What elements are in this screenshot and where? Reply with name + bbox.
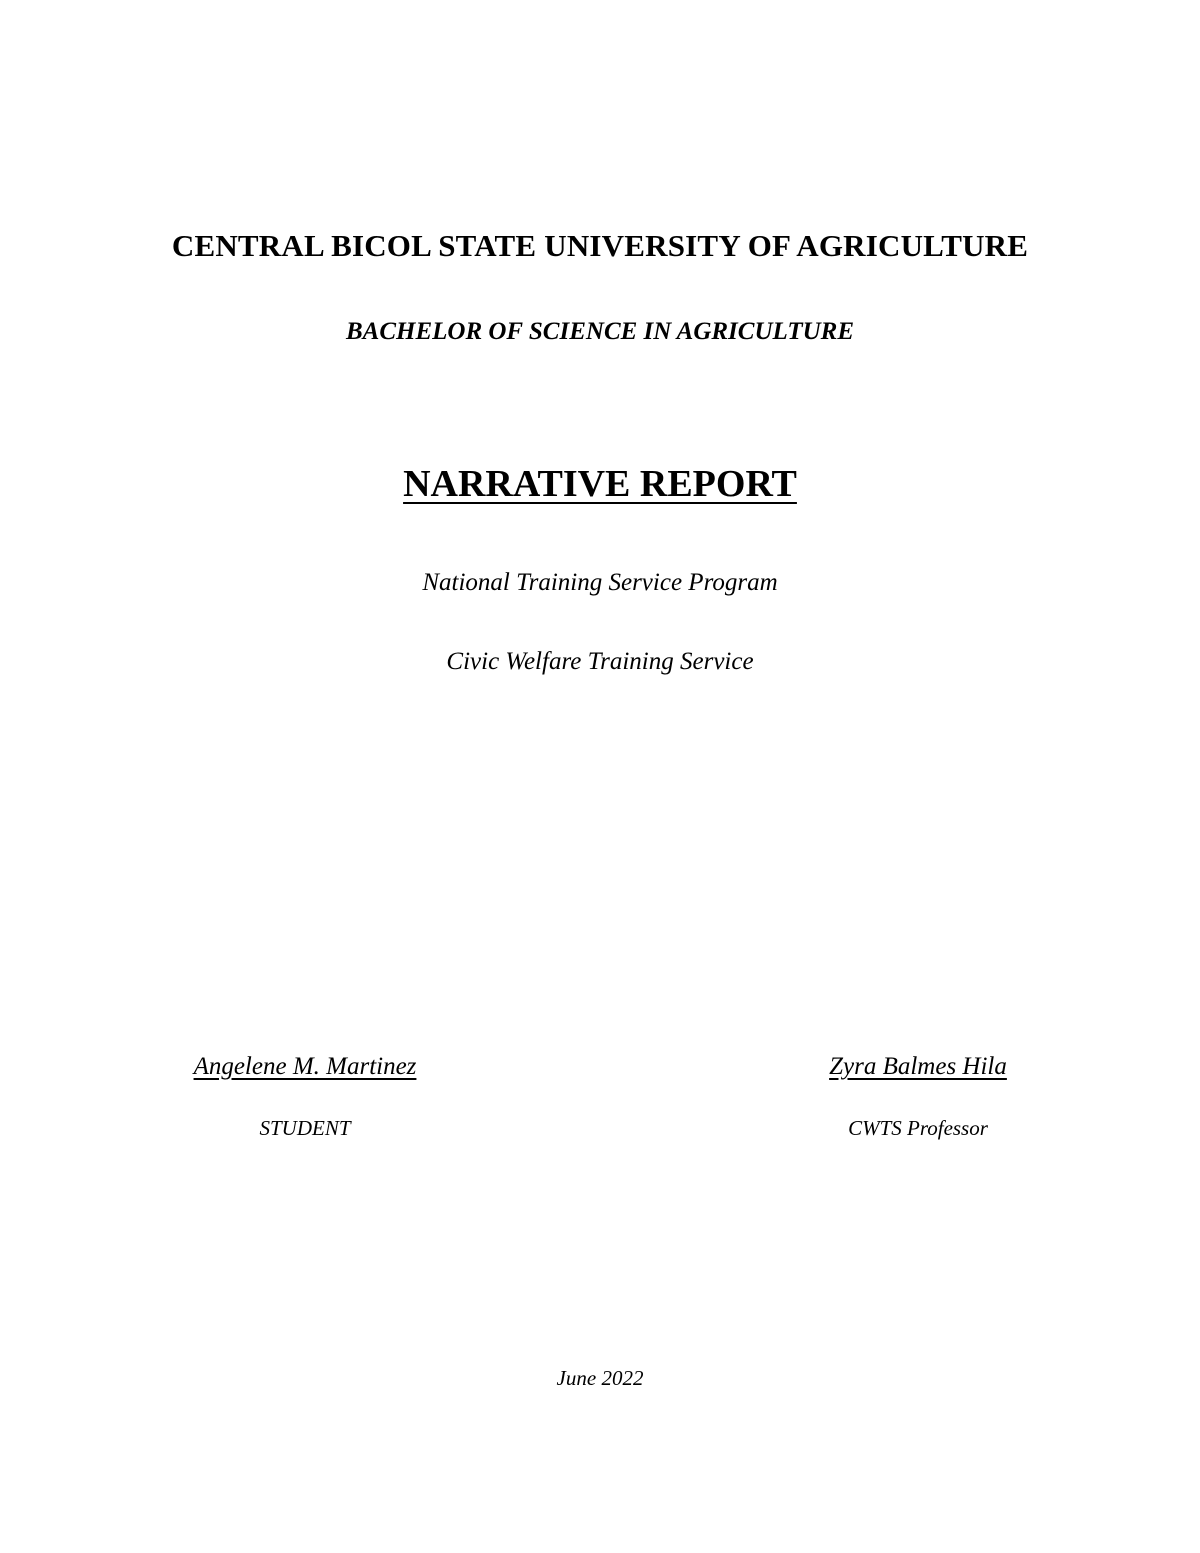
- report-title: NARRATIVE REPORT: [403, 463, 797, 505]
- degree-program: BACHELOR OF SCIENCE IN AGRICULTURE: [345, 318, 855, 345]
- professor-role: CWTS Professor: [848, 1116, 988, 1140]
- student-name: Angelene M. Martinez: [193, 1053, 417, 1080]
- program-component: Civic Welfare Training Service: [446, 648, 754, 675]
- university-name: CENTRAL BICOL STATE UNIVERSITY OF AGRICULTURE: [171, 228, 1029, 263]
- student-role: STUDENT: [259, 1116, 351, 1140]
- program-name: National Training Service Program: [422, 569, 778, 596]
- professor-name: Zyra Balmes Hila: [829, 1053, 1007, 1080]
- report-date: June 2022: [556, 1366, 644, 1390]
